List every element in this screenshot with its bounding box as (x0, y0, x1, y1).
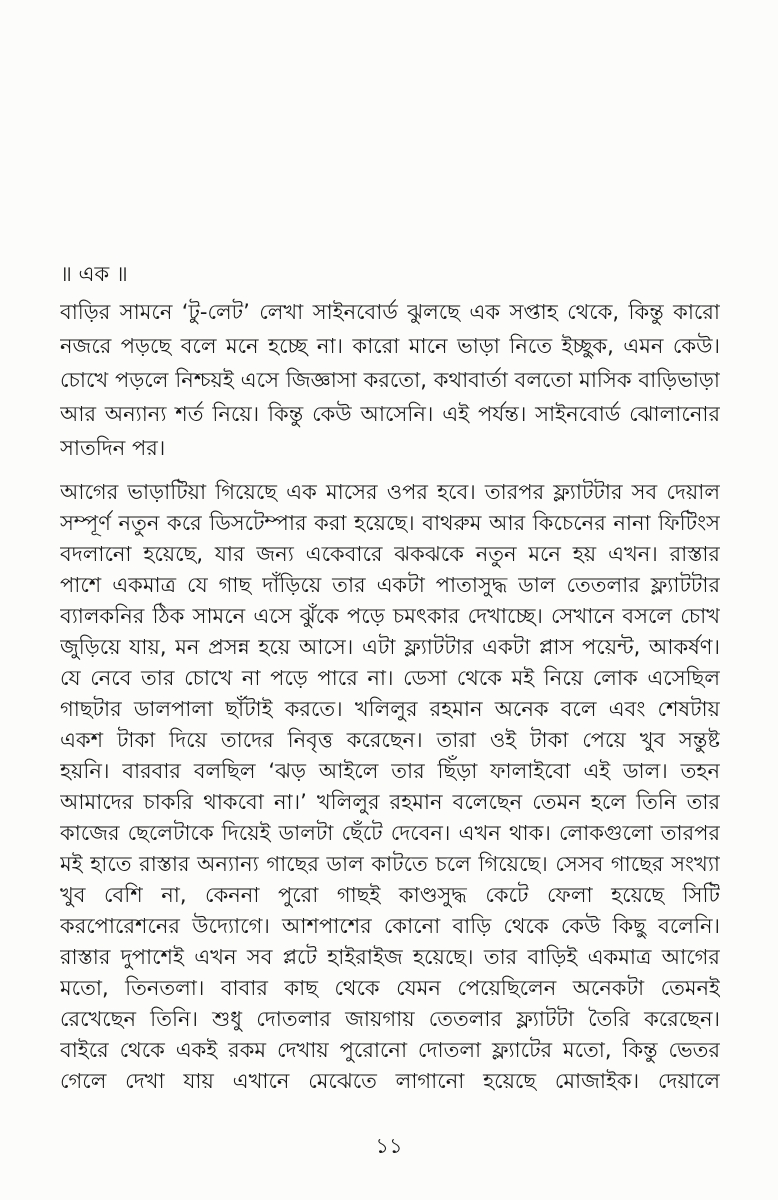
text-line: চোখে পড়লে নিশ্চয়ই এসে জিজ্ঞাসা করতো, কথাবার্তা বলতো মাসিক বাড়িভাড়া (60, 368, 720, 392)
text-line: মই হাতে রাস্তার অন্যান্য গাছের ডাল কাটতে চলে গিয়েছে। সেসব গাছের সংখ্যা (60, 852, 720, 876)
text-line: আগের ভাড়াটিয়া গিয়েছে এক মাসের ওপর হবে। তারপর ফ্ল্যাটটার সব দেয়াল (60, 480, 720, 504)
text-line: নজরে পড়ছে বলে মনে হচ্ছে না। কারো মানে ভাড়া নিতে ইচ্ছুক, এমন কেউ। (60, 334, 720, 358)
text-line: ব্যালকনির ঠিক সামনে এসে ঝুঁকে পড়ে চমৎকার দেখাচ্ছে। সেখানে বসলে চোখ (60, 604, 720, 628)
paragraph-1 (60, 295, 720, 465)
text-line: বাড়ির সামনে ‘টু-লেট’ লেখা সাইনবোর্ড ঝুলছে এক সপ্তাহ থেকে, কিন্তু কারো (60, 300, 720, 324)
text-line: সম্পূর্ণ নতুন করে ডিসটেম্পার করা হয়েছে। বাথরুম আর কিচেনের নানা ফিটিংস (60, 511, 720, 535)
text-line: আর অন্যান্য শর্ত নিয়ে। কিন্তু কেউ আসেনি। এই পর্যন্ত। সাইনবোর্ড ঝোলানোর (60, 402, 720, 426)
text-line: যে নেবে তার চোখে না পড়ে পারে না। ডেসা থেকে মই নিয়ে লোক এসেছিল (60, 666, 720, 690)
text-line: গাছটার ডালপালা ছাঁটাই করতে। খলিলুর রহমান অনেক বলে এবং শেষটায় (60, 697, 720, 721)
text-line: করপোরেশনের উদ্যোগে। আশপাশের কোনো বাড়ি থেকে কেউ কিছু বলেনি। (60, 914, 720, 938)
text-line: আমাদের চাকরি থাকবো না।’ খলিলুর রহমান বলেছেন তেমন হলে তিনি তার (60, 790, 720, 814)
page-number: ১১ (375, 1134, 403, 1158)
text-line: বদলানো হয়েছে, যার জন্য একেবারে ঝকঝকে নতুন মনে হয় এখন। রাস্তার (60, 542, 720, 566)
text-line: একশ টাকা দিয়ে তাদের নিবৃত্ত করেছেন। তারা ওই টাকা পেয়ে খুব সন্তুষ্ট (60, 728, 720, 752)
text-line: খুব বেশি না, কেননা পুরো গাছই কাণ্ডসুদ্ধ কেটে ফেলা হয়েছে সিটি (60, 883, 720, 907)
text-line: মতো, তিনতলা। বাবার কাছ থেকে যেমন পেয়েছিলেন অনেকটা তেমনই (60, 976, 720, 1000)
paragraph-2 (60, 475, 720, 1155)
text-line: বাইরে থেকে একই রকম দেখায় পুরোনো দোতলা ফ্ল্যাটের মতো, কিন্তু ভেতর (60, 1038, 720, 1062)
text-line: জুড়িয়ে যায়, মন প্রসন্ন হয়ে আসে। এটা ফ্ল্যাটটার একটা প্লাস পয়েন্ট, আকর্ষণ। (60, 635, 720, 659)
text-line: কাজের ছেলেটাকে দিয়েই ডালটা ছেঁটে দেবেন। এখন থাক। লোকগুলো তারপর (60, 821, 720, 845)
text-line: সাতদিন পর। (60, 436, 166, 460)
text-line: গেলে দেখা যায় এখানে মেঝেতে লাগানো হয়েছে মোজাইক। দেয়ালে (60, 1069, 720, 1093)
text-line: রেখেছেন তিনি। শুধু দোতলার জায়গায় তেতলার ফ্ল্যাটটা তৈরি করেছেন। (60, 1007, 720, 1031)
chapter-heading: ॥ এক ॥ (60, 262, 128, 286)
text-line: পাশে একমাত্র যে গাছ দাঁড়িয়ে তার একটা পাতাসুদ্ধ ডাল তেতলার ফ্ল্যাটটার (60, 573, 720, 597)
text-line: রাস্তার দুপাশেই এখন সব প্লটে হাইরাইজ হয়েছে। তার বাড়িই একমাত্র আগের (60, 945, 720, 969)
text-line: হয়নি। বারবার বলছিল ‘ঝড় আইলে তার ছিঁড়া ফালাইবো এই ডাল। তহন (60, 759, 720, 783)
